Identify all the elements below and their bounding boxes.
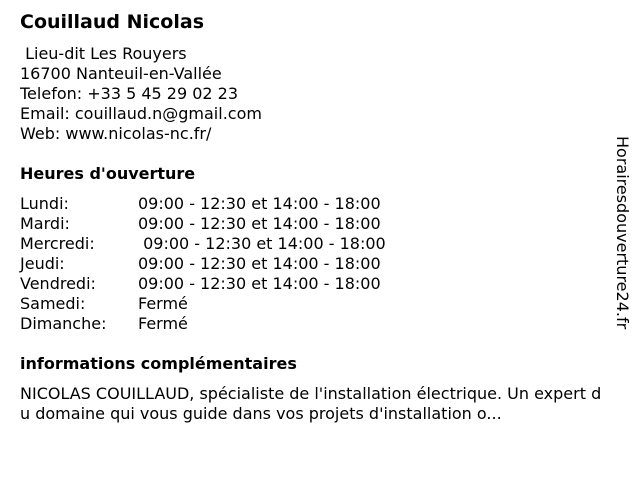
hours-time: 09:00 - 12:30 et 14:00 - 18:00 — [138, 234, 386, 253]
hours-row-vendredi — [20, 274, 386, 294]
hours-day: Mercredi: — [20, 234, 95, 253]
hours-time: 09:00 - 12:30 et 14:00 - 18:00 — [138, 194, 381, 213]
hours-table — [20, 194, 386, 334]
phone-line: Telefon: +33 5 45 29 02 23 — [20, 84, 239, 103]
hours-row-samedi — [20, 294, 386, 314]
info-description: NICOLAS COUILLAUD, spécialiste de l'installation électrique. Un expert du domaine qui vous guide dans vos projets d'installation o... — [20, 384, 602, 423]
hours-row-dimanche — [20, 314, 386, 334]
hours-row-lundi — [20, 194, 386, 214]
email-line: Email: couillaud.n@gmail.com — [20, 104, 262, 123]
hours-day: Jeudi: — [20, 254, 65, 273]
site-watermark: Horairesdouverture24.fr — [613, 136, 632, 330]
hours-time: Fermé — [138, 294, 188, 313]
hours-day: Samedi: — [20, 294, 86, 313]
hours-row-jeudi — [20, 254, 386, 274]
hours-time: Fermé — [138, 314, 188, 333]
address-street: Lieu-dit Les Rouyers — [20, 44, 187, 63]
hours-heading: Heures d'ouverture — [20, 164, 196, 183]
web-line: Web: www.nicolas-nc.fr/ — [20, 124, 212, 143]
address-city: 16700 Nanteuil-en-Vallée — [20, 64, 222, 83]
hours-time: 09:00 - 12:30 et 14:00 - 18:00 — [138, 274, 381, 293]
hours-day: Vendredi: — [20, 274, 96, 293]
hours-time: 09:00 - 12:30 et 14:00 - 18:00 — [138, 214, 381, 233]
hours-time: 09:00 - 12:30 et 14:00 - 18:00 — [138, 254, 381, 273]
hours-row-mardi — [20, 214, 386, 234]
contact-block — [20, 44, 262, 144]
hours-day: Lundi: — [20, 194, 69, 213]
hours-day: Mardi: — [20, 214, 70, 233]
hours-day: Dimanche: — [20, 314, 107, 333]
hours-row-mercredi — [20, 234, 386, 254]
business-name: Couillaud Nicolas — [20, 11, 204, 33]
info-heading: informations complémentaires — [20, 354, 297, 373]
